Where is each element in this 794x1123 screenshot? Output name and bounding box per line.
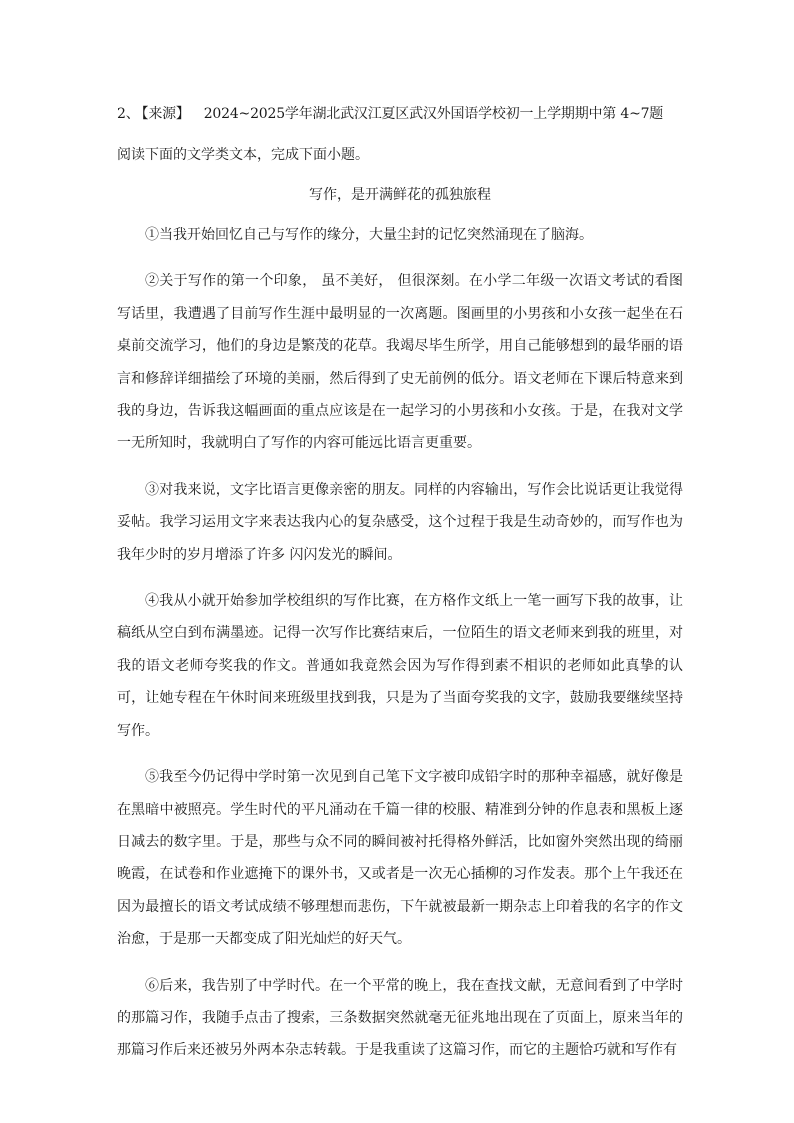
source-tag: 【来源】 — [141, 106, 190, 122]
question-header — [117, 103, 683, 125]
paragraph-6: ⑥后来，我告别了中学时代。在一个平常的晚上，我在查找文献，无意间看到了中学时的那篇习作，我随手点击了搜索，三条数据突然就毫无征兆地出现在了页面上，原来当年的那篇习作后来还被另外两本杂志转载。于是我重读了这篇习作，而它的主题恰巧就和写作有 — [117, 977, 683, 1059]
question-number: 2、 — [117, 106, 140, 122]
paragraph-3: ③对我来说，文字比语言更像亲密的朋友。同样的内容输出，写作会比说话更让我觉得妥帖。我学习运用文字来表达我内心的复杂感受，这个过程于我是生动奇妙的，而写作也为我年少时的岁月增添了许多 闪闪发光的瞬间。 — [117, 481, 683, 563]
article-title: 写作，是开满鲜花的孤独旅程 — [309, 187, 491, 203]
document-content — [117, 103, 683, 1067]
instruction-text: 阅读下面的文学类文本，完成下面小题。 — [117, 147, 369, 163]
source-text: 2024~2025学年湖北武汉江夏区武汉外国语学校初一上学期期中第 4~7题 — [203, 106, 664, 122]
paragraph-1: ①当我开始回忆自己与写作的缘分，大量尘封的记忆突然涌现在了脑海。 — [145, 227, 593, 243]
paragraph-4: ④我从小就开始参加学校组织的写作比赛，在方格作文纸上一笔一画写下我的故事，让稿纸从空白到布满墨迹。记得一次写作比赛结束后，一位陌生的语文老师来到我的班里，对我的语文老师夸奖我的作文。普通如我竟然会因为写作得到素不相识的老师如此真挚的认可，让她专程在午休时间来班级里找到我，只是为了当面夸奖我的文字，鼓励我要继续坚持写作。 — [117, 593, 683, 739]
paragraph-5: ⑤我至今仍记得中学时第一次见到自己笔下文字被印成铅字时的那种幸福感，就好像是在黑暗中被照亮。学生时代的平凡涌动在千篇一律的校服、精准到分钟的作息表和黑板上逐日减去的数字里。于是，那些与众不同的瞬间被衬托得格外鲜活，比如窗外突然出现的绮丽晚霞，在试卷和作业遮掩下的课外书，又或者是一次无心插柳的习作发表。那个上午我还在因为最擅长的语文考试成绩不够理想而悲伤，下午就被最新一期杂志上印着我的名字的作文治愈，于是那一天都变成了阳光灿烂的好天气。 — [117, 769, 683, 948]
paragraph-2: ②关于写作的第一个印象， 虽不美好， 但很深刻。在小学二年级一次语文考试的看图写话里，我遭遇了目前写作生涯中最明显的一次离题。图画里的小男孩和小女孩一起坐在石桌前交流学习，他们的身边是繁茂的花草。我竭尽毕生所学，用自己能够想到的最华丽的语言和修辞详细描绘了环境的美丽，然后得到了史无前例的低分。语文老师在下课后特意来到我的身边，告诉我这幅画面的重点应该是在一起学习的小男孩和小女孩。于是，在我对文学一无所知时，我就明白了写作的内容可能远比语言更重要。 — [117, 273, 683, 452]
